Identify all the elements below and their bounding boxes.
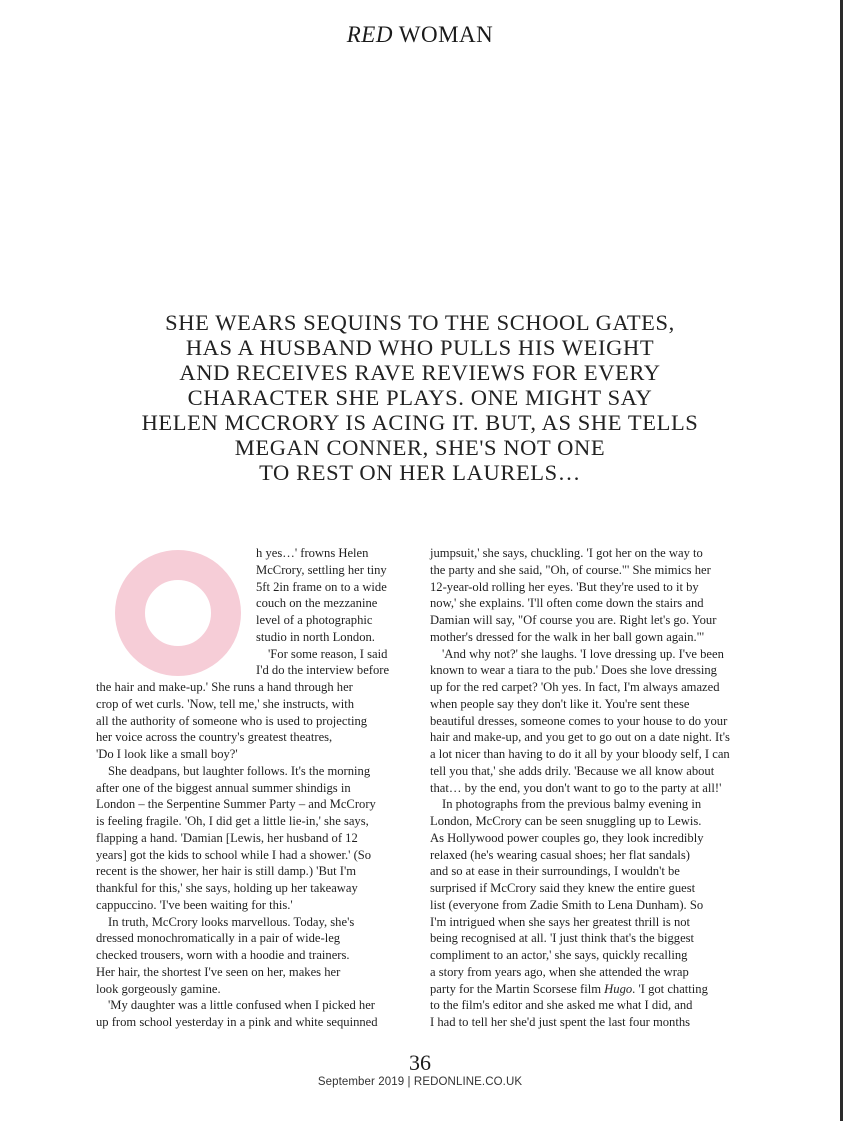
article-line: her voice across the country's greatest theatres, bbox=[96, 730, 333, 745]
article-line: relaxed (he's wearing casual shoes; her flat sandals) bbox=[430, 847, 690, 862]
standfirst-line: CHARACTER SHE PLAYS. ONE MIGHT SAY bbox=[187, 385, 653, 410]
article-line: to the film's editor and she asked me what I did, and bbox=[430, 998, 693, 1013]
article-line: all the authority of someone who is used to projecting bbox=[96, 713, 368, 728]
article-line: In truth, McCrory looks marvellous. Today, she's bbox=[108, 914, 355, 929]
standfirst-line: SHE WEARS SEQUINS TO THE SCHOOL GATES, bbox=[165, 310, 675, 335]
article-line: recent is the shower, her hair is still damp.) 'But I'm bbox=[96, 864, 357, 879]
article-line: when people say they don't like it. You're sent these bbox=[430, 696, 690, 711]
article-line: couch on the mezzanine bbox=[256, 596, 378, 611]
article-line: that… by the end, you don't want to go to the party at all!' bbox=[430, 780, 722, 795]
article-line: thankful for this,' she says, holding up her takeaway bbox=[96, 881, 358, 895]
article-line: I had to tell her she'd just spent the last four months bbox=[430, 1015, 691, 1029]
article-line: London – the Serpentine Summer Party – and McCrory bbox=[96, 797, 376, 812]
standfirst-line: TO REST ON HER LAURELS… bbox=[259, 460, 581, 485]
standfirst-line: HELEN MCCRORY IS ACING IT. BUT, AS SHE TELLS bbox=[141, 410, 699, 435]
article-line: a story from years ago, when she attended the wrap bbox=[430, 964, 689, 979]
article-line: surprised if McCrory said they knew the entire guest bbox=[430, 881, 696, 895]
article-line: flapping a hand. 'Damian [Lewis, her husband of 12 bbox=[96, 830, 358, 845]
page-edge bbox=[840, 0, 843, 1121]
article-column-left bbox=[96, 545, 408, 1031]
article-line: dressed monochromatically in a pair of wide-leg bbox=[96, 931, 341, 946]
page-number: 36 bbox=[409, 1050, 431, 1075]
article-line: 'Do I look like a small boy?' bbox=[96, 747, 238, 761]
article-line: I'd do the interview before bbox=[256, 663, 390, 678]
article-line: As Hollywood power couples go, they look incredibly bbox=[430, 830, 704, 845]
article-line: 12-year-old rolling her eyes. 'But they're used to it by bbox=[430, 579, 699, 594]
standfirst-line: HAS A HUSBAND WHO PULLS HIS WEIGHT bbox=[185, 335, 655, 360]
article-line: 'My daughter was a little confused when I picked her bbox=[108, 998, 376, 1013]
article-line: up from school yesterday in a pink and white sequinned bbox=[96, 1015, 378, 1029]
article-line: checked trousers, worn with a hoodie and trainers. bbox=[96, 948, 350, 962]
article-line: cappuccino. 'I've been waiting for this.' bbox=[96, 897, 293, 912]
article-line: jumpsuit,' she says, chuckling. 'I got her on the way to bbox=[430, 546, 703, 560]
section-header bbox=[0, 22, 840, 48]
standfirst-line: MEGAN CONNER, SHE'S NOT ONE bbox=[234, 435, 606, 460]
article-line: up for the red carpet? 'Oh yes. In fact, I'm always amazed bbox=[430, 680, 720, 694]
article-line: 'For some reason, I said bbox=[268, 646, 388, 661]
article-line: look gorgeously gamine. bbox=[96, 981, 221, 996]
article-line: and so at ease in their surroundings, I wouldn't be bbox=[430, 864, 680, 879]
article-line: London, McCrory can be seen snuggling up to Lewis. bbox=[430, 814, 702, 828]
article-line: years] got the kids to school while I had a shower.' (So bbox=[96, 847, 372, 862]
article-line: h yes…' frowns Helen bbox=[256, 546, 369, 560]
article-line: is feeling fragile. 'Oh, I did get a little lie-in,' she says, bbox=[96, 814, 369, 828]
article-line: tell you that,' she adds drily. 'Because we all know about bbox=[430, 763, 715, 778]
article-line: beautiful dresses, someone comes to your house to do your bbox=[430, 713, 728, 728]
article-line: party for the Martin Scorsese film Hugo. 'I got chatting bbox=[430, 981, 708, 996]
article-line: mother's dressed for the walk in her ball gown again."' bbox=[430, 629, 705, 644]
standfirst bbox=[120, 310, 720, 485]
article-line: hair and make-up, and you get to go out on a date night. It's bbox=[430, 730, 730, 745]
article-line: known to wear a tiara to the pub.' Does she love dressing bbox=[430, 663, 717, 678]
brand-name: RED bbox=[346, 22, 393, 47]
article-line: compliment to an actor,' she says, quickly recalling bbox=[430, 948, 688, 962]
article-line: I'm intrigued when she says her greatest thrill is not bbox=[430, 914, 691, 929]
article-line: studio in north London. bbox=[256, 629, 375, 644]
article-line: In photographs from the previous balmy evening in bbox=[442, 797, 702, 812]
article-line: 5ft 2in frame on to a wide bbox=[256, 579, 387, 594]
article-column-right bbox=[430, 545, 748, 1031]
article-line: after one of the biggest annual summer shindigs in bbox=[96, 780, 351, 795]
article-line: now,' she explains. 'I'll often come down the stairs and bbox=[430, 596, 704, 611]
article-line: She deadpans, but laughter follows. It's the morning bbox=[108, 763, 371, 778]
article-line: crop of wet curls. 'Now, tell me,' she instructs, with bbox=[96, 696, 354, 711]
article-line: Damian will say, "Of course you are. Right let's go. Your bbox=[430, 613, 717, 627]
section-name: WOMAN bbox=[398, 22, 494, 47]
article-line: a lot nicer than having to do it all by your bloody self, I can bbox=[430, 747, 730, 761]
article-line: being recognised at all. 'I just think that's the biggest bbox=[430, 931, 695, 946]
article-line: level of a photographic bbox=[256, 613, 373, 627]
article-line: the hair and make-up.' She runs a hand through her bbox=[96, 680, 353, 694]
article-line: 'And why not?' she laughs. 'I love dressing up. I've been bbox=[442, 646, 724, 661]
article-line: list (everyone from Zadie Smith to Lena Dunham). So bbox=[430, 897, 704, 912]
article-line: Her hair, the shortest I've seen on her, makes her bbox=[96, 964, 341, 979]
issue-credit: September 2019 | REDONLINE.CO.UK bbox=[317, 1076, 523, 1088]
article-line: McCrory, settling her tiny bbox=[256, 562, 387, 577]
article-line: the party and she said, "Oh, of course."' She mimics her bbox=[430, 562, 711, 577]
standfirst-line: AND RECEIVES RAVE REVIEWS FOR EVERY bbox=[179, 360, 661, 385]
